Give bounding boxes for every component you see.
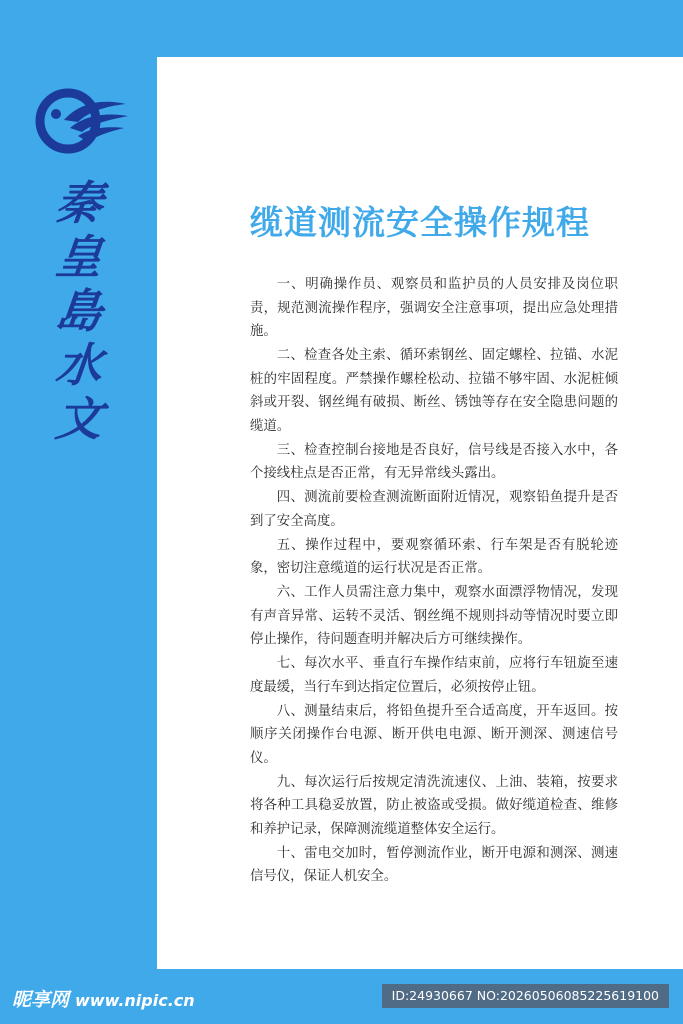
sidebar: [0, 0, 157, 969]
rule-paragraph: 十、雷电交加时，暂停测流作业，断开电源和测深、测速信号仪，保证人机安全。: [250, 845, 618, 884]
rule-paragraph: 九、每次运行后按规定清洗流速仪、上油、装箱，按要求将各种工具稳妥放置，防止被盗或受损。做好缆道检查、维修和养护记录，保障测流缆道整体安全运行。: [250, 774, 618, 837]
brand-char: 水: [53, 338, 105, 392]
rule-paragraph: 五、操作过程中，要观察循环索、行车架是否有脱轮迹象，密切注意缆道的运行状况是否正常。: [250, 537, 618, 576]
brand-name-vertical: [44, 176, 114, 446]
rule-paragraph: 二、检查各处主索、循环索钢丝、固定螺栓、拉锚、水泥桩的牢固程度。严禁操作螺栓松动、拉锚不够牢固、水泥桩倾斜或开裂、钢丝绳有破损、断丝、锈蚀等存在安全隐患问题的缆道。: [250, 348, 618, 434]
rule-paragraph: 六、工作人员需注意力集中，观察水面漂浮物情况，发现有声音异常、运转不灵活、钢丝绳不规则抖动等情况时要立即停止操作，待问题查明并解决后方可继续操作。: [250, 585, 618, 647]
rule-paragraph: 七、每次水平、垂直行车操作结束前，应将行车钮旋至速度最缓，当行车到达指定位置后，必须按停止钮。: [250, 656, 618, 695]
rules-list: [250, 273, 618, 889]
brand-char: 文: [53, 392, 105, 446]
rule-paragraph: 一、明确操作员、观察员和监护员的人员安排及岗位职责，规范测流操作程序，强调安全注意事项，提出应急处理措施。: [250, 277, 618, 339]
document-title: 缆道测流安全操作规程: [250, 203, 590, 242]
wave-bird-logo: [34, 84, 130, 158]
brand-char: 皇: [53, 230, 105, 284]
rule-paragraph: 三、检查控制台接地是否良好，信号线是否接入水中，各个接线柱点是否正常，有无异常线头露出。: [250, 442, 618, 481]
brand-char: 秦: [53, 176, 105, 230]
rule-paragraph: 八、测量结束后，将铅鱼提升至合适高度，开车返回。按顺序关闭操作台电源、断开供电电源、断开测深、测速信号仪。: [250, 703, 618, 766]
rule-paragraph: 四、测流前要检查测流断面附近情况，观察铅鱼提升是否到了安全高度。: [250, 490, 618, 529]
watermark-brand: 昵享网: [12, 989, 70, 1011]
brand-char: 島: [53, 284, 105, 338]
document-panel: [157, 57, 683, 969]
watermark-site: www.nipic.cn: [75, 991, 195, 1010]
image-id-label: ID:24930667 NO:20260506085225619100: [382, 984, 669, 1008]
watermark: [12, 985, 195, 1012]
